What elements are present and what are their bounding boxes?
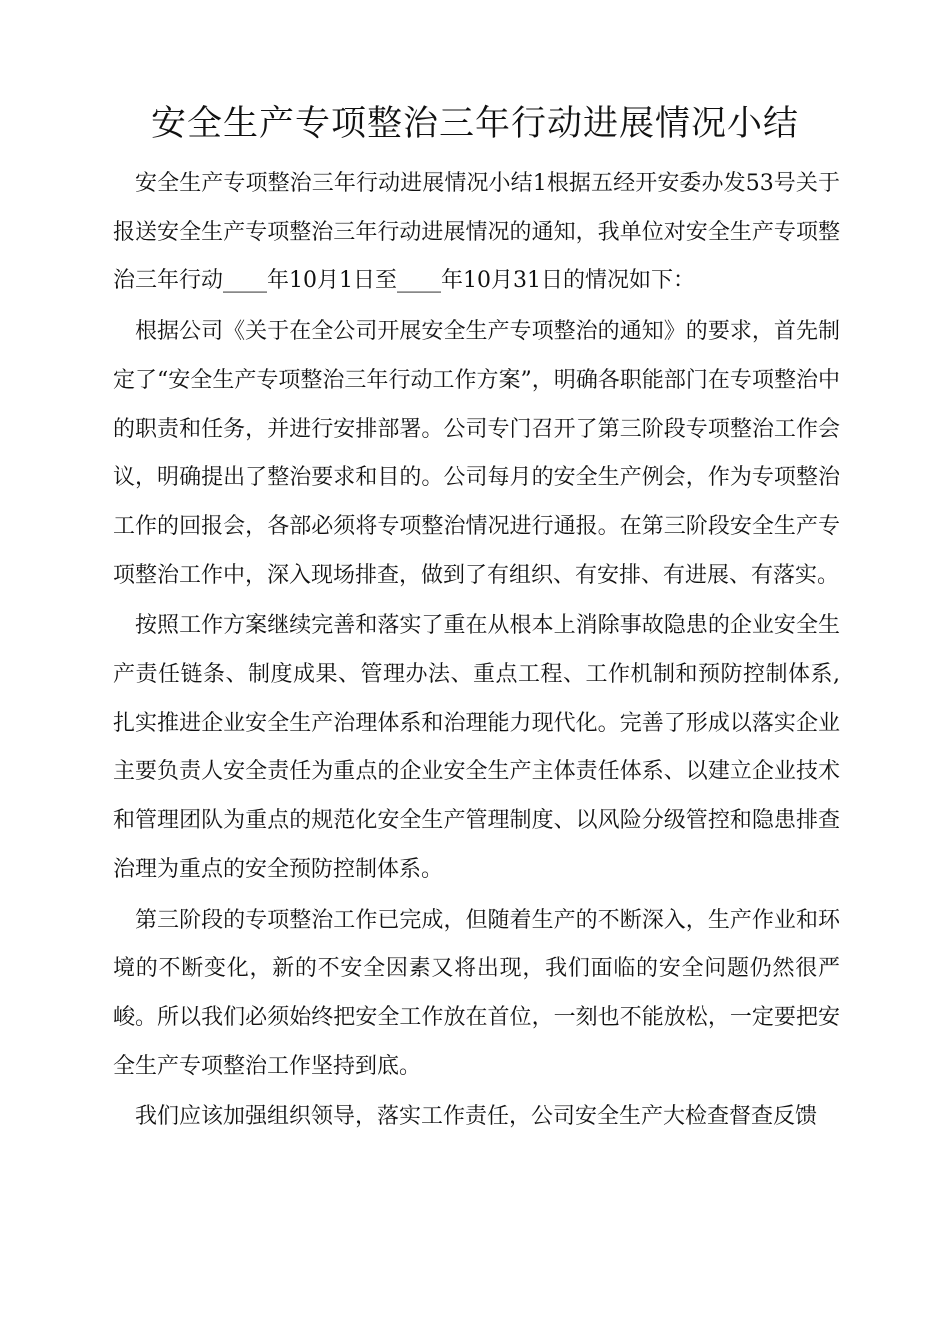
paragraph-3: 按照工作方案继续完善和落实了重在从根本上消除事故隐患的企业安全生产责任链条、制度成果、管理办法、重点工程、工作机制和预防控制体系,扎实推进企业安全生产治理体系和治理能力现代化。完善了形成以落实企业主要负责人安全责任为重点的企业安全生产主体责任体系、以建立企业技术和管理团队为重点的规范化安全生产管理制度、以风险分级管控和隐患排查治理为重点的安全预防控制体系。 [113, 613, 840, 882]
document-body [113, 160, 840, 1144]
document-title: 安全生产专项整治三年行动进展情况小结 [150, 104, 799, 144]
paragraph-4: 第三阶段的专项整治工作已完成，但随着生产的不断深入，生产作业和环境的不断变化，新的不安全因素又将出现，我们面临的安全问题仍然很严峻。所以我们必须始终把安全工作放在首位，一刻也不能放松，一定要把安全生产专项整治工作坚持到底。 [113, 907, 840, 1079]
paragraph-1: 安全生产专项整治三年行动进展情况小结1根据五经开安委办发53号关于报送安全生产专项整治三年行动进展情况的通知，我单位对安全生产专项整治三年行动____年10月1日至____年10月31日的情况如下： [113, 171, 840, 294]
paragraph-5: 我们应该加强组织领导，落实工作责任，公司安全生产大检查督查反馈 [135, 1104, 818, 1130]
paragraph-2: 根据公司《关于在全公司开展安全生产专项整治的通知》的要求，首先制定了“安全生产专项整治三年行动工作方案”，明确各职能部门在专项整治中的职责和任务，并进行安排部署。公司专门召开了第三阶段专项整治工作会议，明确提出了整治要求和目的。公司每月的安全生产例会，作为专项整治工作的回报会，各部必须将专项整治情况进行通报。在第三阶段安全生产专项整治工作中，深入现场排查，做到了有组织、有安排、有进展、有落实。 [113, 319, 840, 588]
